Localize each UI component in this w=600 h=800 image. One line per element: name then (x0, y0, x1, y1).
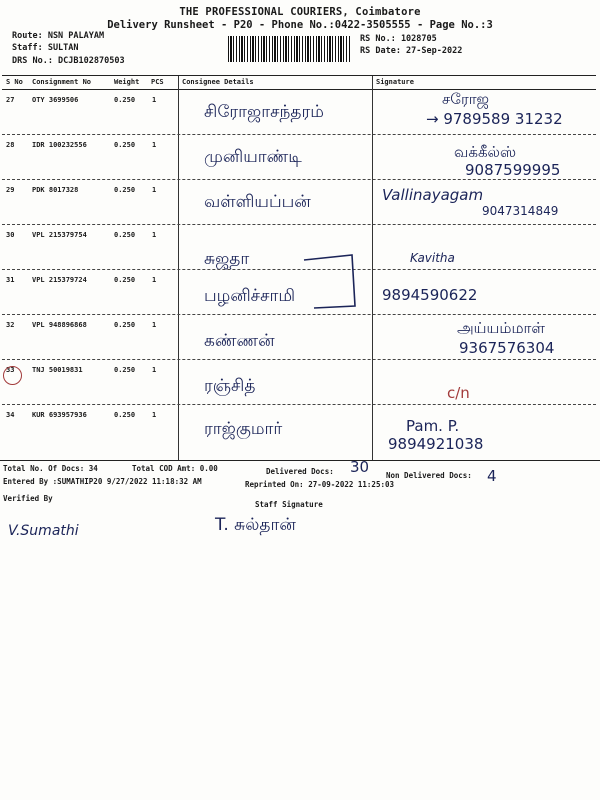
row-consignment: VPL 215379754 (32, 231, 87, 239)
consignee-name: ரஞ்சித் (204, 376, 256, 396)
verified-by-label: Verified By (3, 494, 53, 503)
signature: சரோஜ (442, 90, 490, 108)
signature-phone: 9894921038 (388, 435, 484, 453)
row-consignment: IDR 100232556 (32, 141, 87, 149)
row-sno: 33 (6, 366, 15, 374)
row-weight: 0.250 (114, 366, 136, 374)
consignee-name: வள்ளியப்பன் (204, 192, 311, 212)
row-pcs: 1 (152, 366, 157, 374)
signature: Vallinayagam (382, 186, 484, 204)
consignee-name: சுஜதா (204, 249, 250, 269)
delivered-label: Delivered Docs: (266, 467, 334, 476)
row-sno: 27 (6, 96, 15, 104)
row-weight: 0.250 (114, 141, 136, 149)
row-pcs: 1 (152, 321, 157, 329)
signature: Pam. P. (406, 417, 460, 435)
row-weight: 0.250 (114, 96, 136, 104)
table-row (2, 180, 596, 225)
signature-phone: 9367576304 (459, 339, 555, 357)
row-consignment: VPL 215379724 (32, 276, 87, 284)
row-sno: 31 (6, 276, 15, 284)
consignee-name: முனியாண்டி (204, 147, 302, 167)
row-weight: 0.250 (114, 276, 136, 284)
row-sno: 28 (6, 141, 15, 149)
runsheet-title: THE PROFESSIONAL COURIERS, Coimbatore (179, 6, 421, 18)
col-pcs: PCS (151, 78, 164, 86)
non-delivered-label: Non Delivered Docs: (386, 471, 472, 480)
consignee-name: கண்ணன் (204, 331, 275, 351)
signature: அய்யம்மாள் (457, 319, 545, 337)
total-cod: Total COD Amt: 0.00 (132, 464, 218, 473)
staff-label: Staff: SULTAN (12, 43, 79, 53)
row-sno: 32 (6, 321, 15, 329)
row-sno: 29 (6, 186, 15, 194)
consignee-name: சிரோஜாசந்தரம் (204, 102, 324, 122)
row-pcs: 1 (152, 186, 157, 194)
signature: வக்கீல்ஸ் (454, 143, 517, 161)
row-weight: 0.250 (114, 411, 136, 419)
col-consignee: Consignee Details (182, 78, 254, 86)
footer-rule (0, 460, 600, 461)
col-sno: S No (6, 78, 23, 86)
rs-number: RS No.: 1028705 (360, 34, 437, 44)
signature: 9894590622 (382, 286, 478, 304)
verifier-signature: V.Sumathi (8, 523, 79, 539)
row-consignment: OTY 3699506 (32, 96, 79, 104)
row-weight: 0.250 (114, 231, 136, 239)
non-delivered-count: 4 (487, 467, 497, 485)
row-weight: 0.250 (114, 186, 136, 194)
row-sno: 30 (6, 231, 15, 239)
table-row (2, 135, 596, 180)
signature-phone: 9087599995 (465, 161, 561, 179)
signature: c/n (447, 384, 470, 402)
barcode (228, 36, 350, 62)
col-signature: Signature (376, 78, 414, 86)
row-sno: 34 (6, 411, 15, 419)
col-consignment: Consignment No (32, 78, 92, 86)
row-pcs: 1 (152, 96, 157, 104)
table-row (2, 315, 596, 360)
signature-phone: → 9789589 31232 (426, 110, 563, 128)
row-consignment: KUR 693957936 (32, 411, 87, 419)
consignee-name: பழனிச்சாமி (204, 286, 296, 306)
delivered-count: 30 (350, 458, 370, 476)
row-consignment: TNJ 50019831 (32, 366, 83, 374)
row-pcs: 1 (152, 276, 157, 284)
staff-signature: T. சுல்தான் (215, 515, 296, 535)
staff-signature-label: Staff Signature (255, 500, 323, 509)
row-consignment: VPL 948896868 (32, 321, 87, 329)
row-pcs: 1 (152, 411, 157, 419)
table-row (2, 90, 596, 135)
row-weight: 0.250 (114, 321, 136, 329)
runsheet-subtitle: Delivery Runsheet - P20 - Phone No.:0422-3505555 - Page No.:3 (107, 19, 493, 31)
entered-by: Entered By :SUMATHIP20 9/27/2022 11:18:32 AM (3, 477, 202, 486)
reprinted-on: Reprinted On: 27-09-2022 11:25:03 (245, 480, 395, 489)
row-pcs: 1 (152, 141, 157, 149)
drs-number: DRS No.: DCJB102870503 (12, 56, 125, 66)
signature-phone: 9047314849 (482, 204, 559, 218)
consignee-name: ராஜ்குமார் (204, 419, 283, 439)
bracket-mark (300, 252, 362, 312)
table-row (2, 405, 596, 461)
table-row (2, 270, 596, 315)
col-weight: Weight (114, 78, 140, 86)
highlight-circle (3, 366, 22, 385)
signature: Kavitha (410, 251, 455, 265)
row-pcs: 1 (152, 231, 157, 239)
route-label: Route: NSN PALAYAM (12, 31, 105, 41)
table-row (2, 360, 596, 405)
row-consignment: PDK 8017328 (32, 186, 79, 194)
runsheet-table (2, 75, 596, 461)
total-docs: Total No. Of Docs: 34 (3, 464, 98, 473)
rs-date: RS Date: 27-Sep-2022 (360, 46, 463, 56)
